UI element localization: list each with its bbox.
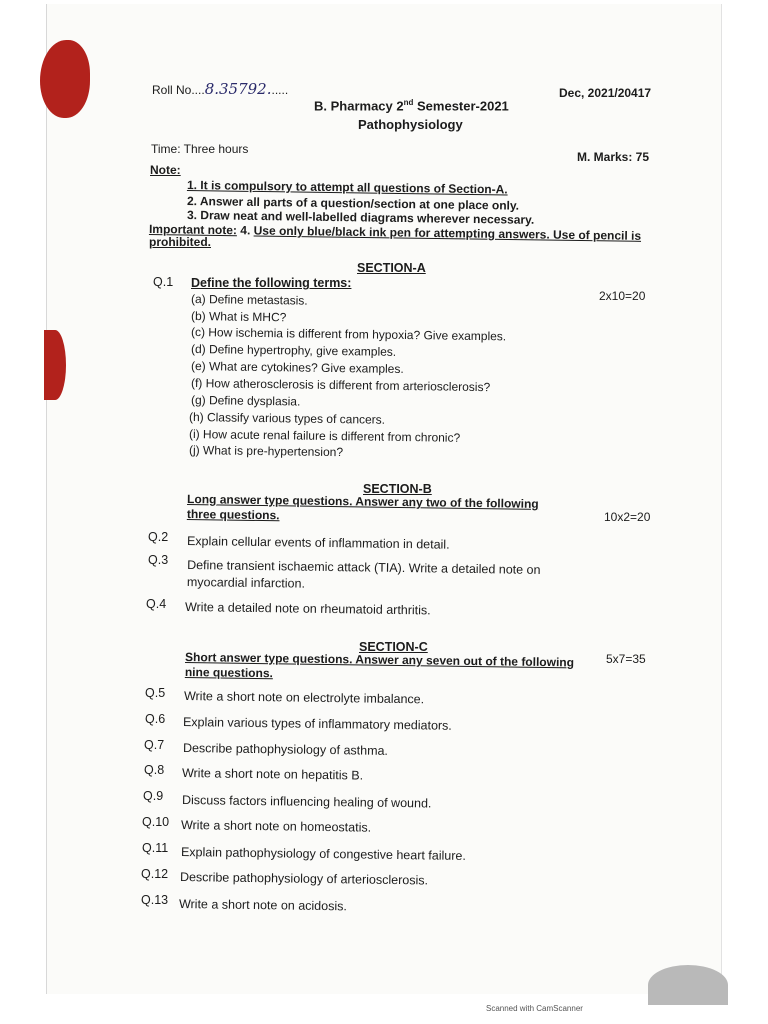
q10-text: Write a short note on homeostatis. — [180, 818, 372, 835]
q1-part-h: (h) Classify various types of cancers. — [188, 410, 386, 427]
q2-text: Explain cellular events of inflammation in detail. — [186, 534, 450, 552]
q6-number: Q.6 — [145, 712, 166, 726]
q9-number: Q.9 — [143, 789, 164, 803]
note-heading: Note: — [150, 163, 181, 177]
q2-number: Q.2 — [148, 530, 169, 544]
q12-text: Describe pathophysiology of arteriosclerosis. — [179, 870, 429, 888]
q1-part-i: (i) How acute renal failure is different from chronic? — [188, 427, 461, 445]
section-c-title: SECTION-C — [359, 640, 428, 654]
q1-part-g: (g) Define dysplasia. — [190, 393, 301, 409]
q1-part-f: (f) How atherosclerosis is different from arteriosclerosis? — [190, 376, 491, 395]
section-c-marks: 5x7=35 — [606, 652, 646, 666]
scanner-watermark: Scanned with CamScanner — [486, 1004, 583, 1013]
q4-number: Q.4 — [146, 597, 167, 611]
q1-part-e: (e) What are cytokines? Give examples. — [190, 359, 404, 376]
q8-text: Write a short note on hepatitis B. — [181, 766, 364, 783]
q3-text: Define transient ischaemic attack (TIA). Write a detailed note on myocardial infarction. — [186, 558, 541, 591]
section-b-marks: 10x2=20 — [604, 510, 651, 524]
section-a-title: SECTION-A — [357, 261, 426, 275]
roll-dots: ..... — [271, 83, 289, 97]
q11-number: Q.11 — [142, 841, 169, 855]
q13-number: Q.13 — [141, 893, 169, 907]
q1-number: Q.1 — [153, 275, 174, 289]
q1-part-b: (b) What is MHC? — [190, 309, 287, 325]
roll-number — [152, 80, 288, 98]
course-title: B. Pharmacy 2nd Semester-2021 — [314, 98, 509, 114]
note-item-3: 3. Draw neat and well-labelled diagrams wherever necessary. — [186, 208, 535, 227]
note-item-1: 1. It is compulsory to attempt all questions of Section-A. — [186, 178, 508, 197]
roll-label: Roll No.... — [152, 83, 205, 97]
q12-number: Q.12 — [141, 867, 169, 881]
q8-number: Q.8 — [144, 763, 165, 777]
q1-part-a: (a) Define metastasis. — [190, 292, 308, 308]
roll-value: 8.35792. — [204, 80, 272, 98]
q4-text: Write a detailed note on rheumatoid arthritis. — [184, 600, 431, 618]
q7-number: Q.7 — [144, 738, 165, 752]
q3-number: Q.3 — [148, 553, 169, 567]
q7-text: Describe pathophysiology of asthma. — [182, 741, 389, 758]
q5-number: Q.5 — [145, 686, 166, 700]
time-allowed: Time: Three hours — [151, 142, 249, 156]
exam-code: Dec, 2021/20417 — [559, 86, 652, 100]
important-note-cont: prohibited. — [149, 235, 211, 249]
q10-number: Q.10 — [142, 815, 170, 829]
note-item-2: 2. Answer all parts of a question/section at one place only. — [186, 194, 520, 213]
section-c-instruction: Short answer type questions. Answer any seven out of the following nine questions. — [184, 650, 575, 681]
q9-text: Discuss factors influencing healing of wound. — [181, 793, 432, 811]
max-marks: M. Marks: 75 — [577, 150, 650, 164]
q1-part-j: (j) What is pre-hypertension? — [188, 443, 344, 460]
q1-part-c: (c) How ischemia is different from hypoxia? Give examples. — [190, 325, 507, 344]
q11-text: Explain pathophysiology of congestive heart failure. — [180, 845, 466, 863]
important-note: Important note: 4. Use only blue/black ink pen for attempting answers. Use of pencil is — [148, 222, 642, 243]
q5-text: Write a short note on electrolyte imbalance. — [183, 689, 425, 707]
section-b-instruction: Long answer type questions. Answer any two of the following three questions. — [186, 492, 539, 523]
q6-text: Explain various types of inflammatory mediators. — [182, 715, 452, 733]
section-a-marks: 2x10=20 — [599, 289, 646, 303]
q1-part-d: (d) Define hypertrophy, give examples. — [190, 342, 397, 359]
subject-title: Pathophysiology — [358, 117, 463, 132]
q1-text: Define the following terms: — [191, 276, 352, 290]
q13-text: Write a short note on acidosis. — [178, 897, 348, 914]
section-b-title: SECTION-B — [363, 482, 432, 496]
